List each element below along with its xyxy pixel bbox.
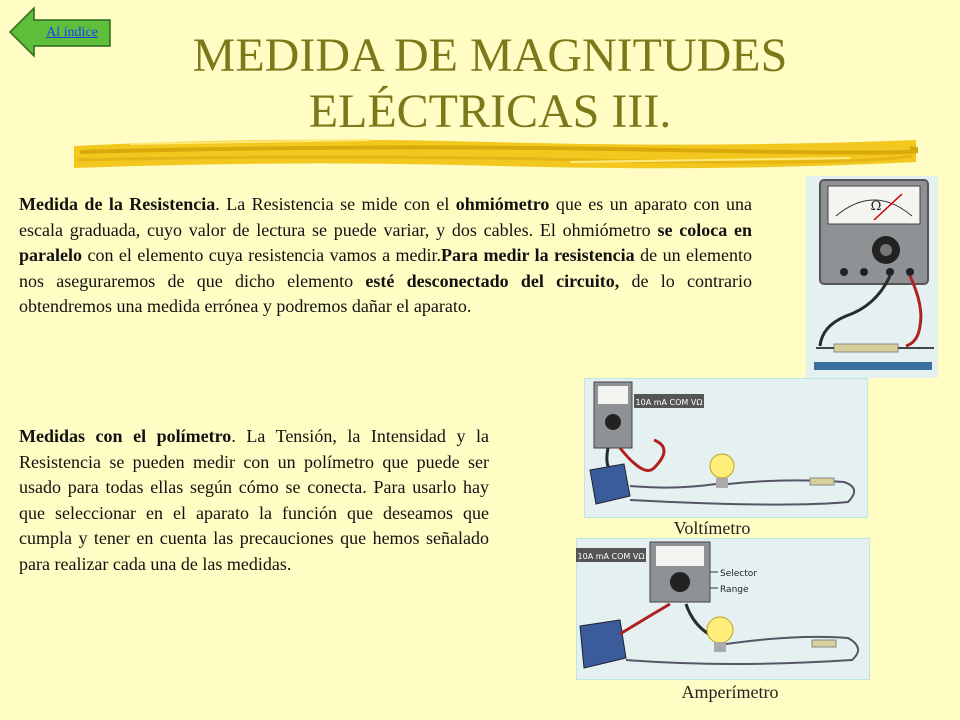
resistance-bold-2: se coloca en paralelo xyxy=(19,219,752,265)
resistance-heading: Medida de la Resistencia xyxy=(19,194,216,214)
range-label: Range xyxy=(720,585,749,595)
ammeter-illustration xyxy=(576,538,870,680)
title-line-1: MEDIDA DE MAGNITUDES xyxy=(192,29,788,82)
ohm-symbol: Ω xyxy=(870,199,882,214)
title-underline-brush xyxy=(70,132,918,176)
back-link-label[interactable]: Al índice xyxy=(46,25,98,40)
resistance-bold-1: ohmiómetro xyxy=(455,194,550,214)
selector-label: Selector xyxy=(720,569,757,579)
resistance-bold-4: esté desconectado del circuito, xyxy=(365,270,620,291)
page-title xyxy=(140,28,840,140)
resistance-text-5: de lo contrario obtendremos una medida errónea y podremos dañar el aparato. xyxy=(19,270,752,316)
resistance-text-2: que es un aparato con una escala graduada, cuyo valor de lectura se puede variar, y dos cables. El ohmiómetro xyxy=(19,194,752,240)
back-to-index-button[interactable] xyxy=(8,6,112,58)
resistance-text-1: . La Resistencia se mide con el xyxy=(215,194,456,214)
resistance-text-4: de un elemento nos aseguraremos de que dicho elemento xyxy=(19,245,752,291)
polimetro-text: . La Tensión, la Intensidad y la Resistencia se pueden medir con un polímetro que puede ser usado para todas ellas según cómo se conecta. Para usarlo hay que seleccionar en el aparato la función que deseamos que cumpla y tener en cuenta las precauciones que hemos señalado para realizar cada una de las medidas. xyxy=(19,426,489,574)
voltmeter-caption: Voltímetro xyxy=(673,518,751,538)
polimetro-paragraph xyxy=(19,424,489,577)
resistance-text-3: con el elemento cuya resistencia vamos a medir. xyxy=(82,245,442,265)
title-line-2: ELÉCTRICAS III. xyxy=(308,85,672,138)
resistance-bold-3: Para medir la resistencia xyxy=(441,245,635,265)
voltmeter-illustration xyxy=(584,378,868,518)
amp-panel-label: 10A mA COM VΩ xyxy=(577,552,645,561)
ohmmeter-illustration xyxy=(806,176,938,378)
ammeter-caption: Amperímetro xyxy=(681,682,779,702)
polimetro-heading: Medidas con el polímetro xyxy=(19,426,232,446)
volt-panel-label: 10A mA COM VΩ xyxy=(635,398,703,407)
resistance-paragraph xyxy=(19,192,752,320)
